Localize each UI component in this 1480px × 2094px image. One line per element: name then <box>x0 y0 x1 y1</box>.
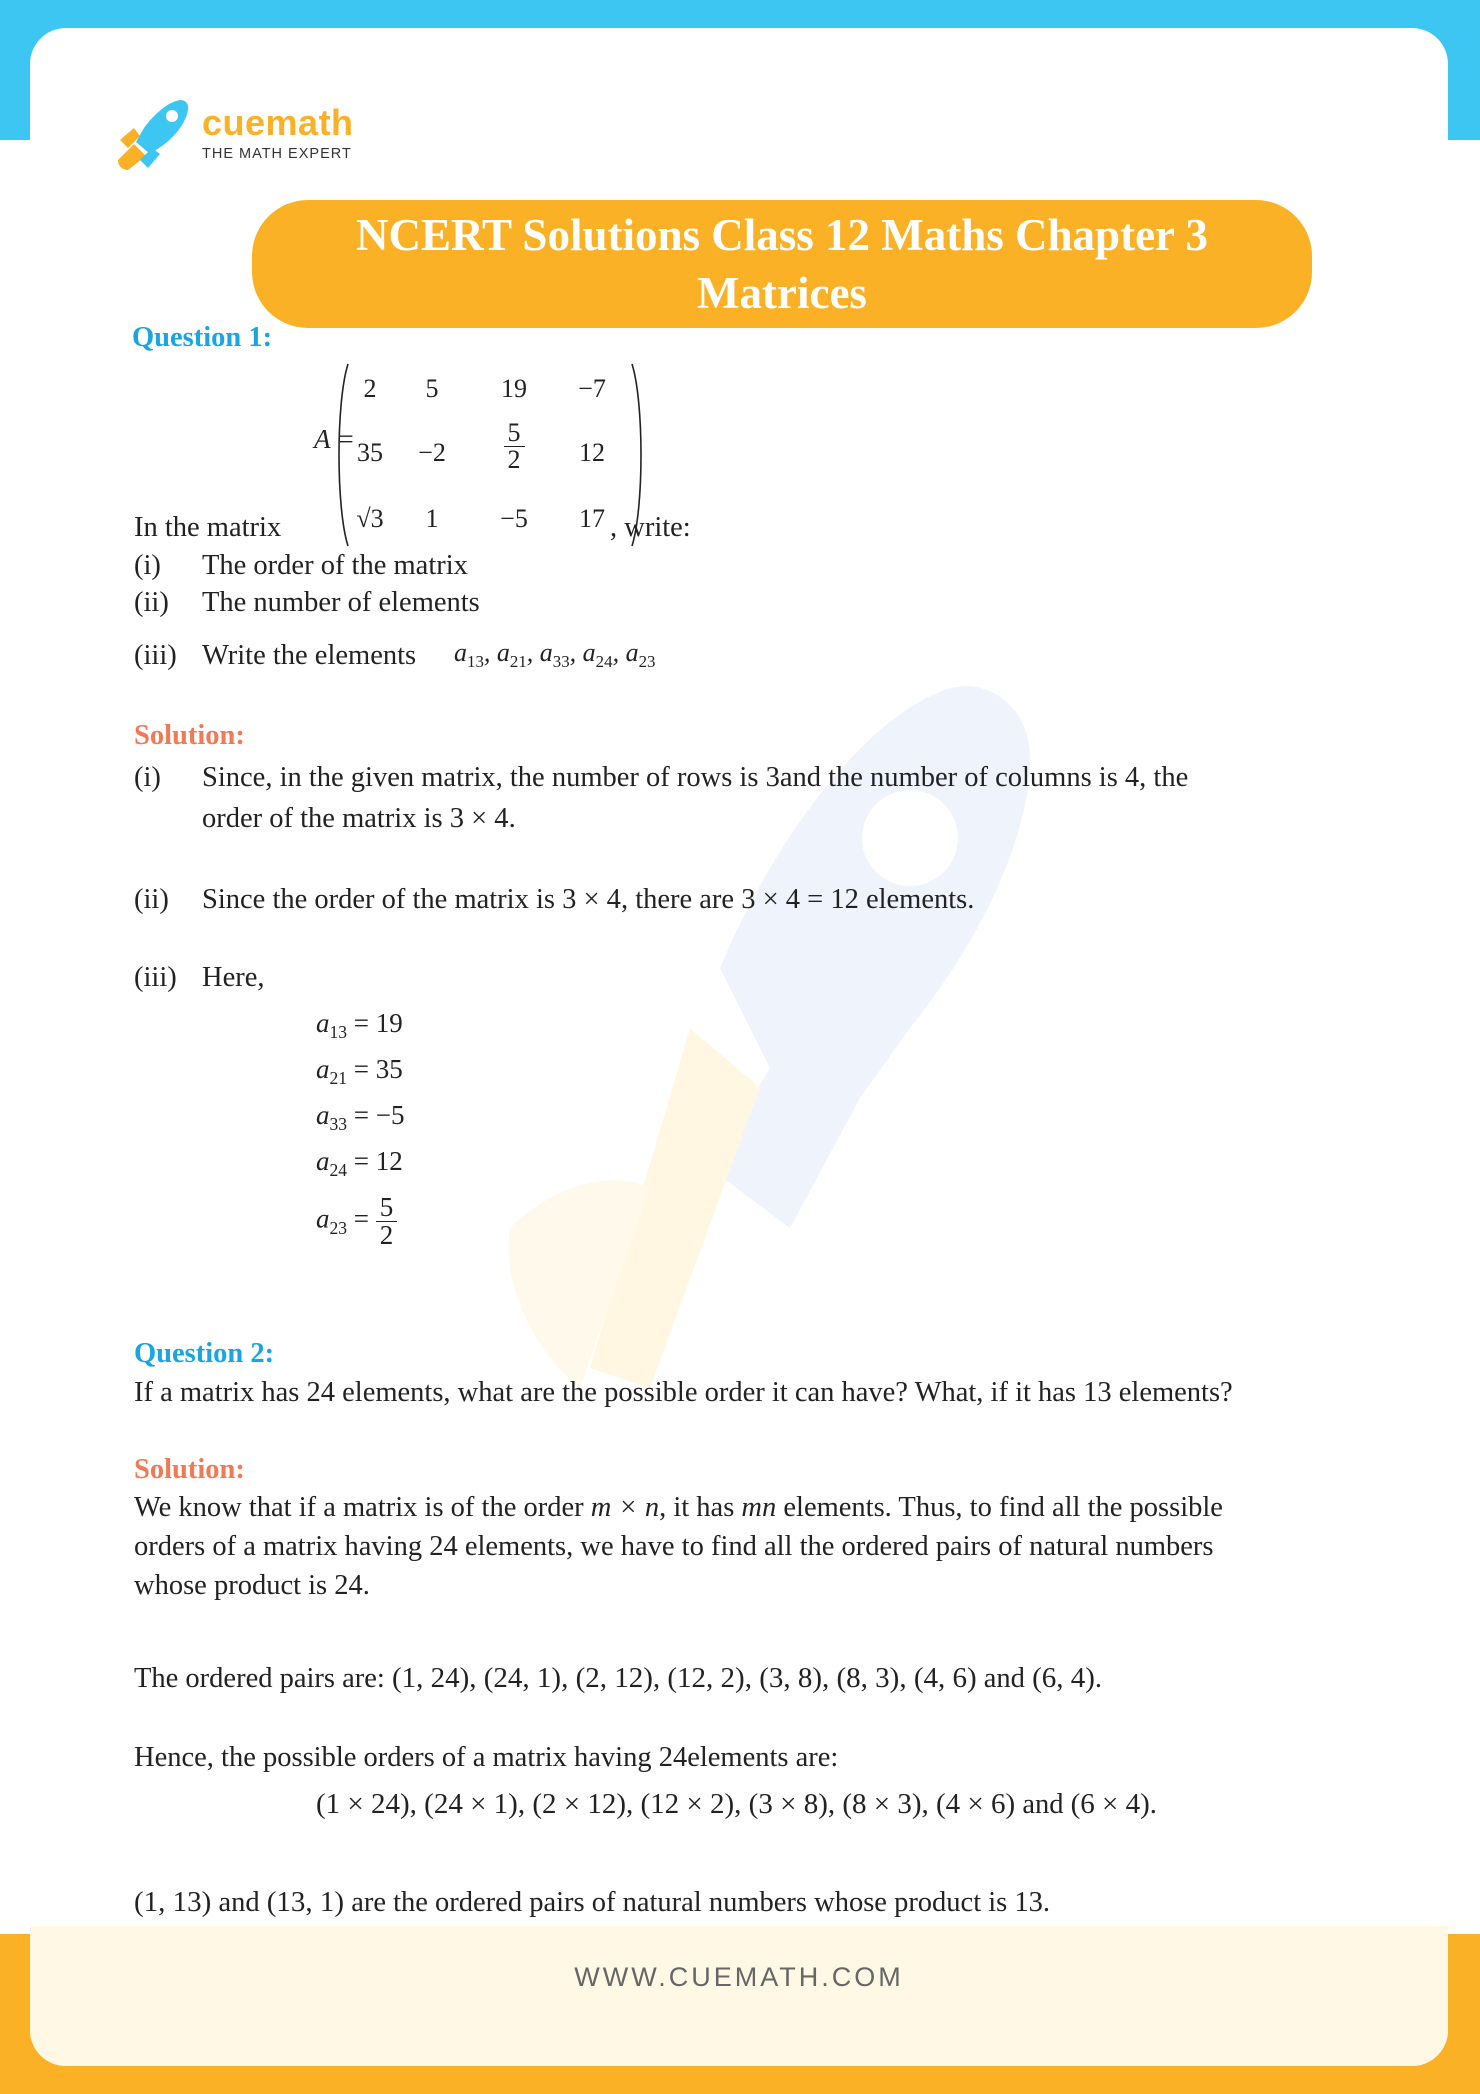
s1-i-line2: order of the matrix is 3 × 4. <box>202 803 516 834</box>
page-title-line1: NCERT Solutions Class 12 Maths Chapter 3 <box>356 210 1208 260</box>
element-value: = <box>353 1203 370 1234</box>
s2-period: . <box>1149 1789 1157 1820</box>
q1-item-num: (ii) <box>134 587 169 618</box>
page-title-line2: Matrices <box>697 268 867 318</box>
page-title-banner <box>252 200 1312 328</box>
s2-number: 24 <box>658 1742 688 1773</box>
q1-intro-end: , write: <box>610 512 691 543</box>
element-subscript: 13 <box>329 1022 348 1043</box>
s2-pairs-last: (6, 4) <box>1032 1662 1095 1694</box>
s2-text: , it has <box>659 1492 735 1523</box>
fraction-numerator: 5 <box>379 1192 394 1222</box>
s2-text: whose product is <box>134 1570 328 1601</box>
s2-number: 24 <box>334 1570 363 1601</box>
s2-product-mn: mn <box>741 1492 777 1523</box>
matrix-cell: 5 <box>425 374 439 403</box>
s1-i-line1 <box>202 762 1188 795</box>
fraction-denominator: 2 <box>376 1221 398 1249</box>
s1-i-text-a: Since, in the given matrix, the number of rows is <box>202 762 759 793</box>
s1-ii-calc: 3 × 4 = 12 <box>741 884 859 915</box>
element-subscript: 24 <box>329 1160 348 1181</box>
s1-i-text-d: order of the matrix is <box>202 803 443 834</box>
s1-iii-text: Here, <box>202 962 265 993</box>
page-card <box>30 28 1448 2066</box>
s1-i-num: (i) <box>134 762 161 793</box>
element-value-row: $a_{33} = -5$ <box>316 1100 405 1135</box>
footer <box>30 1926 1448 2066</box>
solution-1-heading: Solution: <box>134 720 245 751</box>
element-value: = 35 <box>353 1054 403 1084</box>
cuemath-logo[interactable] <box>114 96 354 179</box>
question-1-heading: Question 1: <box>132 322 273 353</box>
matrix-cell: 12 <box>579 438 605 467</box>
matrix-cell: √3 <box>356 504 384 533</box>
q1-item-text: The number of elements <box>202 587 480 618</box>
s1-ii-line <box>202 884 974 917</box>
s2-text: elements, we have to find all the ordered pairs of natural numbers <box>464 1531 1214 1562</box>
s2-text: elements. Thus, to find all the possible <box>783 1492 1223 1523</box>
s1-i-order: 3 × 4 <box>449 803 509 834</box>
s2-orders-list: (1 × 24), (24 × 1), (2 × 12), (12 × 2), (3 × 8), (8 × 3), (4 × 6) <box>316 1788 1016 1820</box>
q1-item-num: (i) <box>134 550 161 581</box>
matrix-cell: −5 <box>500 504 528 533</box>
s2-and: and <box>218 1887 260 1918</box>
s2-order-mn: m × n <box>590 1492 660 1523</box>
rocket-logo-icon <box>114 96 192 174</box>
q1-item-text: Write the elements <box>202 640 417 671</box>
q1-intro: In the matrix <box>134 512 282 543</box>
s1-ii-text-a: Since the order of the matrix is <box>202 884 555 915</box>
s1-ii-text-b: , there are <box>620 884 735 915</box>
s2-text: . <box>362 1570 370 1601</box>
s2-pairs-label: The ordered pairs are: <box>134 1663 385 1694</box>
logo-tagline: THE MATH EXPERT <box>202 146 352 162</box>
s2-orders-intro <box>134 1742 838 1775</box>
logo-wordmark: cuemath <box>202 102 354 143</box>
element-value: = −5 <box>353 1100 405 1130</box>
s2-pairs-line <box>134 1662 1102 1696</box>
element-subscript: 33 <box>329 1114 348 1135</box>
element-subscript: 23 <box>329 1217 348 1238</box>
s1-ii-text-c: elements. <box>865 884 975 915</box>
question-2-heading: Question 2: <box>134 1338 275 1369</box>
s1-i-text-b: and the number of columns is <box>779 762 1118 793</box>
s2-orders-line <box>316 1788 1157 1822</box>
s2-and: and <box>1022 1789 1064 1820</box>
s2-last-line <box>134 1886 1050 1920</box>
matrix-cell: 19 <box>501 374 527 403</box>
s2-text: We know that if a matrix is of the order <box>134 1492 584 1523</box>
s2-pairs-list: (1, 24), (24, 1), (2, 12), (12, 2), (3, 8), (8, 3), (4, 6) <box>391 1662 977 1694</box>
element-subscript: 21 <box>329 1068 348 1089</box>
s2-number: 24 <box>429 1531 458 1562</box>
element-value-row: $a_{13} = 19$ <box>316 1008 403 1043</box>
element-value-row: $a_{24} = 12$ <box>316 1146 403 1181</box>
s2-and: and <box>983 1663 1025 1694</box>
q1-elements-list: $a_{13}$, $a_{21}$, $a_{33}$, $a_{24}$, $a_{23}$ <box>454 638 656 671</box>
matrix-cell: −2 <box>418 438 446 467</box>
matrix-label: A = <box>314 424 355 454</box>
matrix-cell: 2 <box>363 374 377 403</box>
matrix-a <box>334 362 654 548</box>
s2-period: . <box>1042 1887 1051 1918</box>
q1-item-num: (iii) <box>134 640 177 671</box>
s2-text: orders of a matrix having <box>134 1531 423 1562</box>
element-value: = 19 <box>353 1008 403 1038</box>
solution-2-heading: Solution: <box>134 1454 245 1485</box>
s1-iii-num: (iii) <box>134 962 177 993</box>
footer-url-link[interactable]: WWW.CUEMATH.COM <box>574 1962 904 1992</box>
s1-ii-num: (ii) <box>134 884 169 915</box>
s2-p1-line3 <box>134 1570 370 1603</box>
s2-period: . <box>1094 1663 1103 1694</box>
question-2-text: If a matrix has 24 elements, what are the possible order it can have? What, if it has 13 elements? <box>134 1377 1233 1408</box>
matrix-cell: 1 <box>425 504 439 533</box>
s2-pair: (1, 13) <box>134 1886 212 1918</box>
s2-p1-line1 <box>134 1492 1223 1525</box>
matrix-cell-fraction: $\frac{5}{2}$ <box>484 420 544 473</box>
s2-text: elements are: <box>687 1742 839 1773</box>
s2-text: Hence, the possible orders of a matrix having <box>134 1742 652 1773</box>
s2-p1-line2 <box>134 1531 1213 1564</box>
matrix-cell: 35 <box>357 438 383 467</box>
q1-item-text: The order of the matrix <box>202 550 468 581</box>
matrix-cell: 17 <box>579 504 605 533</box>
s2-text: are the ordered pairs of natural numbers whose product is <box>351 1887 1008 1918</box>
s1-i-rows: 3 <box>765 762 780 793</box>
element-value-row: $a_{23}$ = $\frac{5}{2}$ <box>316 1194 397 1249</box>
s1-i-cols: 4 <box>1124 762 1140 793</box>
s2-orders-last: (6 × 4) <box>1070 1788 1150 1820</box>
element-value: = 12 <box>353 1146 403 1176</box>
s1-i-text-c: , the <box>1139 762 1189 793</box>
element-value-row: $a_{21} = 35$ <box>316 1054 403 1089</box>
s2-pair: (13, 1) <box>266 1886 345 1918</box>
matrix-cell: −7 <box>578 374 606 403</box>
s1-ii-order: 3 × 4 <box>562 884 621 915</box>
s2-number: 13 <box>1014 1887 1043 1918</box>
